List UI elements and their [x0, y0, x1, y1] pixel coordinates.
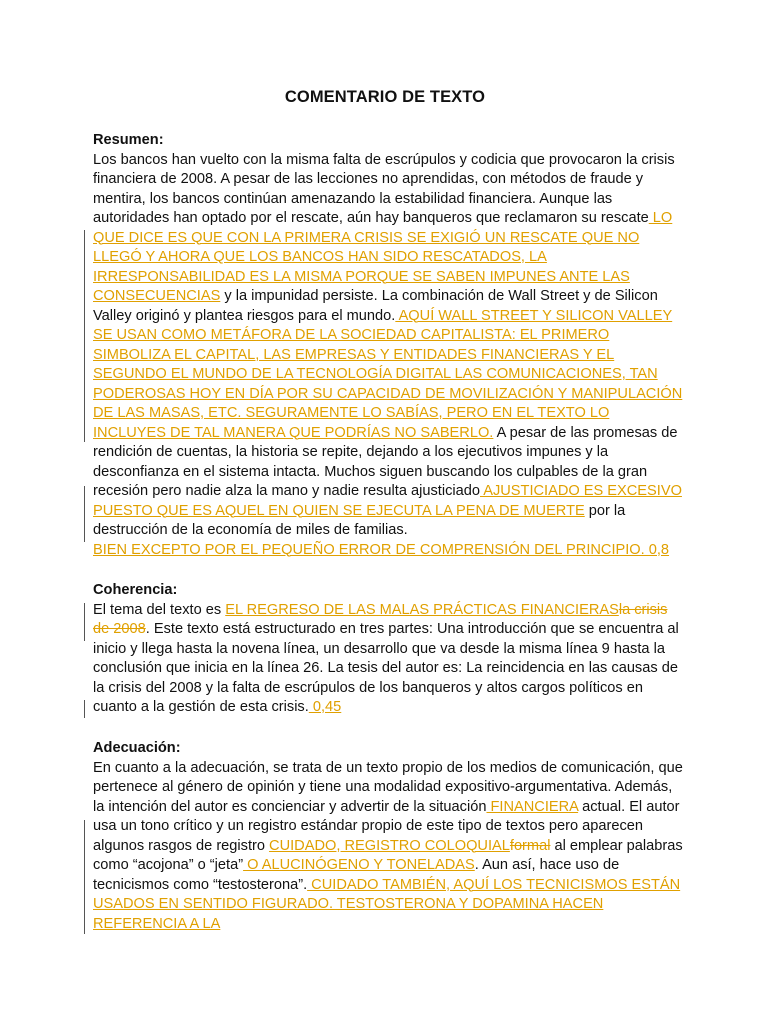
body-text: El tema del texto es — [93, 601, 226, 618]
comment-insertion: O ALUCINÓGENO Y TONELADAS — [243, 857, 475, 873]
body-text: En cuanto a la adecuación, se trata de un texto propio de los medios de comunicación, que pertenece al género de opinión y tiene una modalidad expositivo-argumentativa. Además, la intención del autor es concienciar y advertir de la situación — [93, 759, 683, 815]
body-text: . Este texto está estructurado en tres partes: Una introducción que se encuentra al inicio y llega hasta la novena línea, un desarrollo que va desde la misma línea 9 hasta la conclusión que inicia en la línea 26. La tesis del autor es: La reincidencia en las causas de la crisis del 2008 y la falta de escrúpulos de los banqueros y altos cargos políticos en cuanto a la gestión de esta crisis. — [93, 621, 679, 715]
grade-comment: 0,45 — [308, 699, 342, 715]
change-bar — [84, 820, 85, 934]
comment-deletion: la crisis de 2008 — [93, 601, 668, 637]
change-bar — [84, 603, 85, 641]
grade-comment: BIEN EXCEPTO POR EL PEQUEÑO ERROR DE COMPRENSIÓN DEL PRINCIPIO. 0,8 — [93, 541, 670, 558]
body-text: y la impunidad persiste. La combinación de Wall Street y de Silicon Valley originó y plantea riesgos para el mundo. — [93, 288, 658, 324]
paragraph — [93, 601, 683, 718]
body-text: por la destrucción de la economía de miles de familias. — [93, 502, 626, 538]
comment-insertion: CUIDADO TAMBIÉN, AQUÍ LOS TECNICISMOS ESTÁN USADOS EN SENTIDO FIGURADO. TESTOSTERONA Y DOPAMINA HACEN REFERENCIA A LA — [93, 876, 681, 932]
comment-deletion: formal — [509, 837, 551, 854]
section-adecuacion — [93, 739, 683, 934]
change-bar — [84, 230, 85, 442]
paragraph — [93, 151, 683, 541]
body-text: A pesar de las promesas de rendición de cuentas, la historia se repite, dejando a los ejecutivos impunes y la desconfianza en el sistema intacta. Muchos siguen buscando los culpables de la gran recesión pero nadie alza la mano y nadie resulta ajusticiado — [93, 424, 678, 499]
body-text: actual. El autor usa un tono crítico y un registro estándar propio de este tipo de textos pero aparecen algunos rasgos de registro — [93, 798, 680, 854]
change-bar — [84, 486, 85, 542]
comment-insertion: EL REGRESO DE LAS MALAS PRÁCTICAS FINANCIERAS — [225, 601, 619, 618]
body-text: Los bancos han vuelto con la misma falta de escrúpulos y codicia que provocaron la crisis financiera de 2008. A pesar de las lecciones no aprendidas, con métodos de fraude y mentira, los bancos continúan amenazando la estabilidad financiera. Aunque las autoridades han optado por el rescate, aún hay banqueros que reclamaron su rescate — [93, 151, 675, 226]
section-heading: Coherencia: — [93, 582, 178, 598]
body-text: . Aun así, hace uso de tecnicismos como “testosterona”. — [93, 857, 620, 893]
comment-insertion: CUIDADO, REGISTRO COLOQUIAL — [269, 837, 510, 854]
body-text: al emplear palabras como “acojona” o “jeta” — [93, 837, 683, 873]
section-coherencia — [93, 581, 683, 718]
paragraph — [93, 759, 683, 935]
section-heading: Resumen: — [93, 132, 164, 148]
comment-insertion: AJUSTICIADO ES EXCESIVO PUESTO QUE ES AQUEL EN QUIEN SE EJECUTA LA PENA DE MUERTE — [93, 483, 682, 519]
change-bar — [84, 700, 85, 718]
section-resumen — [93, 131, 683, 560]
comment-insertion: LO QUE DICE ES QUE CON LA PRIMERA CRISIS SE EXIGIÓ UN RESCATE QUE NO LLEGÓ Y AHORA QUE LOS BANCOS HAN SIDO RESCATADOS, LA IRRESPONSABILIDAD ES LA MISMA PORQUE SE SABEN IMPUNES ANTE LAS CONSECUENCIAS — [93, 210, 673, 304]
page-title: COMENTARIO DE TEXTO — [284, 88, 486, 106]
comment-insertion: FINANCIERA — [486, 798, 579, 815]
section-heading: Adecuación: — [93, 740, 181, 756]
comment-insertion: AQUÍ WALL STREET Y SILICON VALLEY SE USAN COMO METÁFORA DE LA SOCIEDAD CAPITALISTA: EL PRIMERO SIMBOLIZA EL CAPITAL, LAS EMPRESAS Y ENTIDADES FINANCIERAS Y EL SEGUNDO EL MUNDO DE LA TECNOLOGÍA DIGITAL LAS COMUNICACIONES, TAN PODEROSAS HOY EN DÍA POR SU CAPACIDAD DE MOVILIZACIÓN Y MANIPULACIÓN DE LAS MASAS, ETC. SEGURAMENTE LO SABÍAS, PERO EN EL TEXTO LO INCLUYES DE TAL MANERA QUE PODRÍAS NO SABERLO. — [93, 307, 683, 441]
